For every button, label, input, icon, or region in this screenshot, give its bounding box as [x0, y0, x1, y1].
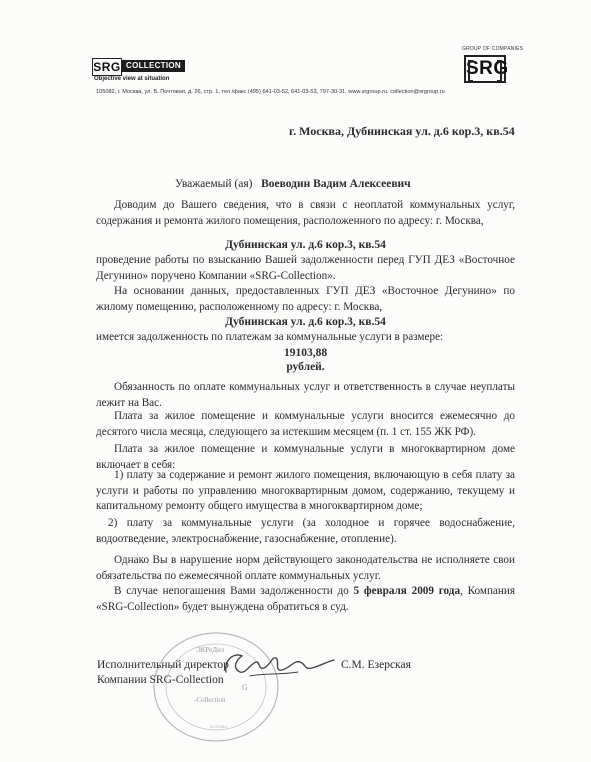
signatory-title-line2: Компании SRG-Collection	[97, 674, 224, 686]
recipient-name: Воеводин Вадим Алексеевич	[261, 178, 411, 190]
paragraph-debt: имеется задолженность по платежам за коммунальные услуги в размере:	[96, 331, 444, 343]
recipient-address: г. Москва, Дубнинская ул. д.6 кор.3, кв.54	[289, 124, 515, 138]
paragraph-basis	[96, 284, 515, 315]
logo-group-caption: GROUP OF COMPANIES	[462, 46, 524, 52]
srg-group-logo	[462, 46, 524, 90]
paragraph-assignment: проведение работы по взысканию Вашей задолженности перед ГУП ДЕЗ «Восточное Дегунино» поручено Компании «SRG-Collection».	[96, 254, 515, 282]
list-item-utilities-text: 2) плату за коммунальные услуги (за холодное и горячее водоснабжение, водоотведение, электроснабжение, газоснабжение, отопление).	[96, 517, 515, 545]
logo-collection-text: COLLECTION	[122, 60, 185, 72]
signatory-title	[97, 658, 229, 688]
signatory-name: С.М. Езерская	[341, 659, 411, 671]
greeting-prefix: Уважаемый (ая)	[175, 178, 253, 190]
paragraph-payment-term	[96, 409, 515, 440]
svg-text:МОСКВА: МОСКВА	[210, 724, 227, 729]
deadline-suffix: , Компания «SRG-Collection» будет вынуждена обратиться в суд.	[96, 585, 516, 613]
debtor-address-2: Дубнинская ул. д.6 кор.3, кв.54	[225, 316, 386, 328]
paragraph-notice	[96, 198, 515, 229]
paragraph-basis-text: На основании данных, предоставленных ГУП ДЕЗ «Восточное Дегунино» по жилому помещению, расположенному по адресу: г. Москва,	[96, 285, 515, 313]
svg-text:ЭКРеДил: ЭКРеДил	[196, 646, 225, 654]
deadline-prefix: В случае непогашения Вами задолженности до	[114, 585, 349, 597]
deadline-date: 5 февраля 2009 года	[353, 585, 461, 597]
logo-tagline: Objective view at situation	[94, 76, 170, 82]
svg-text:-Collection: -Collection	[194, 696, 226, 704]
debt-amount: 19103,88	[283, 347, 328, 359]
paragraph-obligation-text: Обязанность по оплате коммунальных услуг и ответственность в случае неуплаты лежит на Вас.	[96, 381, 515, 409]
paragraph-violation-text: Однако Вы в нарушение норм действующего законодательства не исполняете свои обязательства по ежемесячной оплате коммунальных услуг.	[96, 554, 515, 582]
paragraph-notice-text: Доводим до Вашего сведения, что в связи с неоплатой коммунальных услуг, содержания и ремонта жилого помещения, расположенного по адресу: г. Москва,	[96, 199, 515, 227]
paragraph-obligation	[96, 380, 515, 411]
svg-text:G: G	[242, 683, 248, 692]
debtor-address-1: Дубнинская ул. д.6 кор.3, кв.54	[225, 239, 386, 251]
company-address: 105082, г. Москва, ул. Б. Почтовая, д. 26, стр. 1, тел./факс (495) 641-03-52, 641-03-53, 797-30-31, www.srgroup.ru, collection@srgroup.ru	[96, 89, 445, 95]
logo-srg-text: SRG	[93, 60, 121, 74]
paragraph-payment-term-text: Плата за жилое помещение и коммунальные услуги вносится ежемесячно до десятого числа месяца, следующего за истекшим месяцем (п. 1 ст. 155 ЖК РФ).	[96, 410, 515, 438]
paragraph-deadline	[96, 584, 515, 615]
greeting	[175, 178, 411, 190]
logo-group-srg-text: SRG	[464, 55, 506, 83]
signatory-title-line1: Исполнительный директор	[97, 659, 229, 671]
list-item-maintenance-text: 1) плату за содержание и ремонт жилого помещения, включающую в себя плату за услуги и работы по управлению многоквартирным домом, содержанию, текущему и капитальному ремонту общего имущества в многоквартирном доме;	[96, 469, 515, 512]
paragraph-payment-includes-text: Плата за жилое помещение и коммунальные услуги в многоквартирном доме включает в себя:	[96, 443, 515, 471]
list-item-utilities	[96, 516, 515, 547]
signature-icon	[220, 642, 338, 682]
debt-currency: рублей.	[286, 361, 325, 373]
srg-collection-logo	[92, 56, 182, 84]
paragraph-violation	[96, 553, 515, 584]
list-item-maintenance	[96, 468, 515, 515]
